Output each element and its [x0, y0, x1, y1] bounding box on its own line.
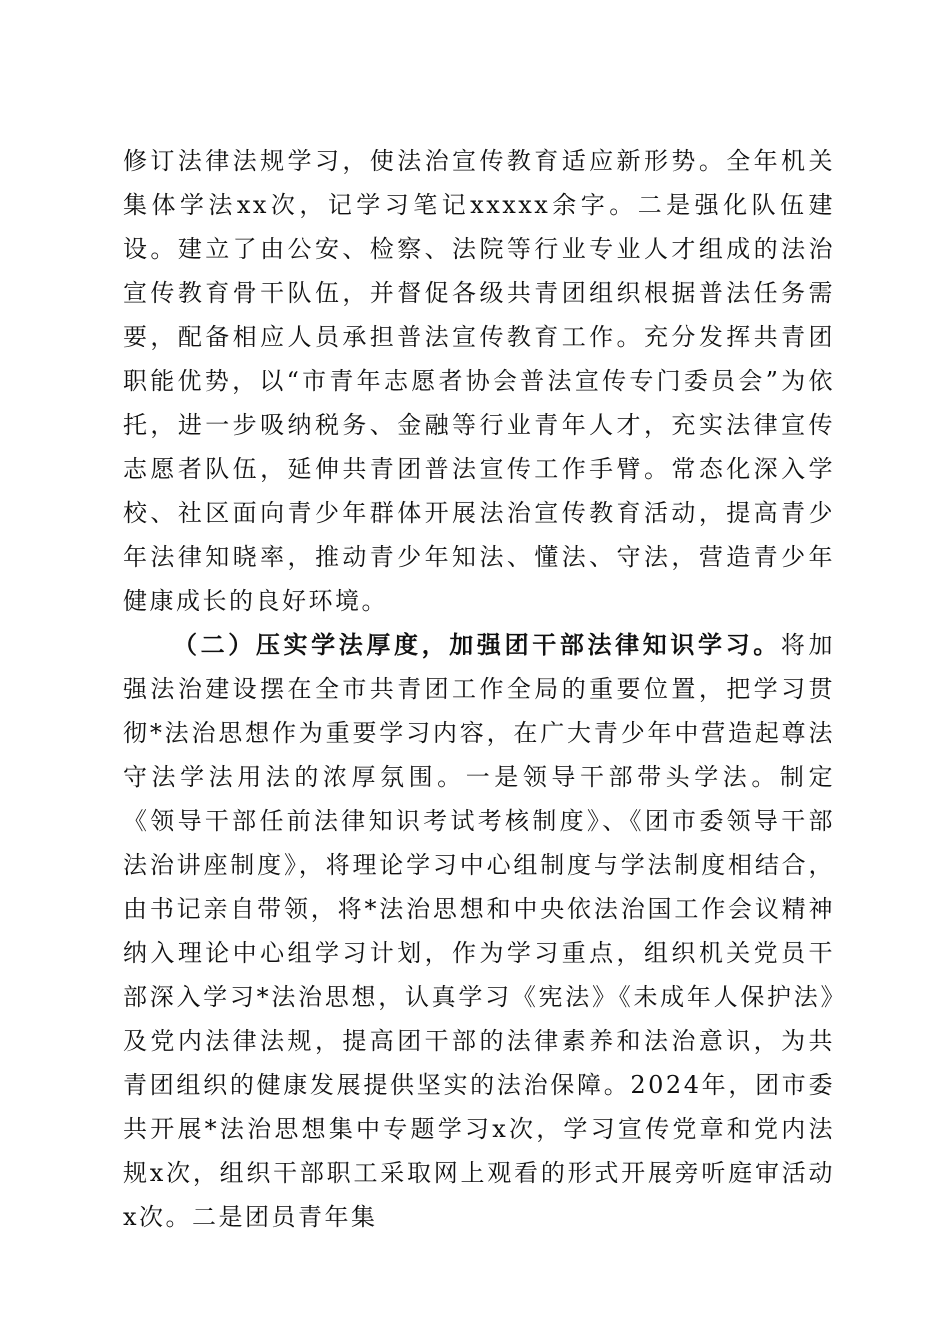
paragraph-text: 修订法律法规学习，使法治宣传教育适应新形势。全年机关集体学法xx次，记学习笔记xxxxx余字。二是强化队伍建设。建立了由公安、检察、法院等行业专业人才组成的法治宣传教育骨干队伍，并督促各级共青团组织根据普法任务需要，配备相应人员承担普法宣传教育工作。充分发挥共青团职能优势，以“市青年志愿者协会普法宣传专门委员会”为依托，进一步吸纳税务、金融等行业青年人才，充实法律宣传志愿者队伍，延伸共青团普法宣传工作手臂。常态化深入学校、社区面向青少年群体开展法治宣传教育活动，提高青少年法律知晓率，推动青少年知法、懂法、守法，营造青少年健康成长的良好环境。 [123, 147, 835, 615]
paragraph-study-law [123, 623, 835, 1239]
body-text [123, 139, 835, 1239]
section-heading: （二）压实学法厚度，加强团干部法律知识学习。 [173, 630, 781, 659]
paragraph-text: 将加强法治建设摆在全市共青团工作全局的重要位置，把学习贯彻*法治思想作为重要学习内容，在广大青少年中营造起尊法守法学法用法的浓厚氛围。一是领导干部带头学法。制定《领导干部任前法律知识考试考核制度》、《团市委领导干部法治讲座制度》，将理论学习中心组制度与学法制度相结合，由书记亲自带领，将*法治思想和中央依法治国工作会议精神纳入理论中心组学习计划，作为学习重点，组织机关党员干部深入学习*法治思想，认真学习《宪法》《未成年人保护法》及党内法律法规，提高团干部的法律素养和法治意识，为共青团组织的健康发展提供坚实的法治保障。2024年，团市委共开展*法治思想集中专题学习x次，学习宣传党章和党内法规x次，组织干部职工采取网上观看的形式开展旁听庭审活动x次。二是团员青年集 [123, 631, 836, 1231]
paragraph-team-building [123, 139, 835, 623]
